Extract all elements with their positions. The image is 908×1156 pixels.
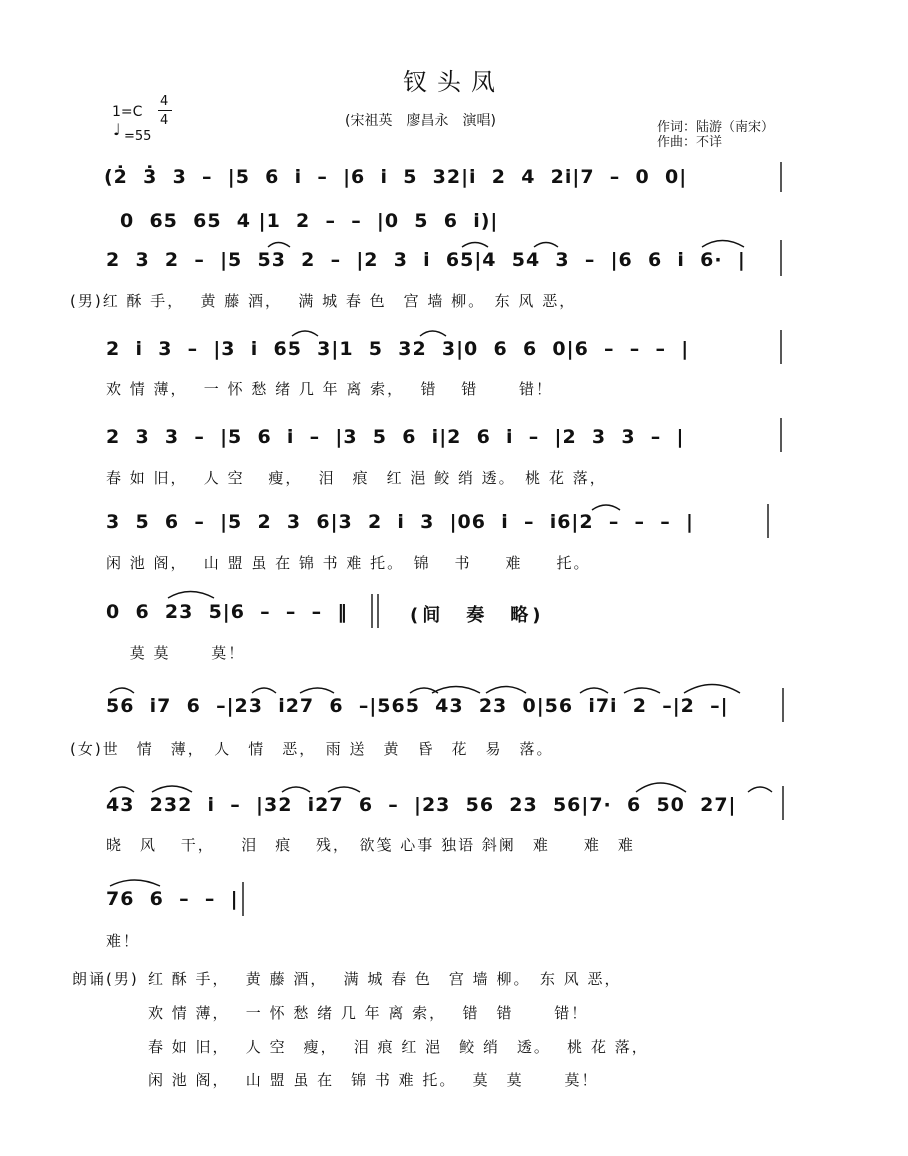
- time-signature-bottom: 4: [160, 113, 169, 128]
- slur: [420, 331, 446, 336]
- lyrics-line-8: (女)世 情 薄， 人 情 恶， 雨 送 黄 昏 花 易 落。: [70, 740, 554, 758]
- slur: [282, 787, 310, 792]
- slur: [534, 243, 558, 248]
- slur: [110, 688, 134, 693]
- lyrics-line-7: 莫 莫 莫！: [106, 644, 246, 662]
- score-line-1: (2̇ 3̇ 3 – |5 6 i – |6 i 5 32|i 2 4 2i|7 – 0 0|: [104, 166, 688, 188]
- slur: [432, 687, 480, 694]
- lyricist: 作词：陆游（南宋）: [657, 120, 775, 135]
- lyrics-line-9: 晓 风 干， 泪 痕 残， 欲笺 心事 独语 斜阑 难 难 难: [106, 836, 635, 854]
- lyrics-line-5: 春 如 旧， 人 空 瘦， 泪 痕 红 浥 鲛 绡 透。 桃 花 落，: [106, 469, 607, 487]
- slur: [268, 243, 290, 248]
- slur: [702, 241, 744, 248]
- tempo: =55: [124, 129, 152, 144]
- song-title: 钗头凤: [403, 68, 505, 96]
- slur: [580, 688, 608, 693]
- slur: [748, 787, 772, 792]
- slur: [328, 787, 360, 792]
- slur: [110, 787, 134, 792]
- slur: [252, 688, 276, 693]
- recitation-label: 朗诵(男): [72, 970, 139, 988]
- composer: 作曲：不详: [657, 135, 723, 150]
- slur: [636, 783, 686, 792]
- slur: [168, 592, 214, 599]
- slur: [592, 505, 620, 510]
- singers: (宋祖英 廖昌永 演唱): [345, 113, 496, 129]
- score-line-2: 0 65 65 4 |1 2 – – |0 5 6 i)|: [120, 210, 499, 232]
- score-line-4: 2 i 3 – |3 i 65 3|1 5 32 3|0 6 6 0|6 – – – |: [106, 338, 690, 360]
- score-line-9: 43 232 i – |32 i27 6 – |23 56 23 56|7· 6 50 27|: [106, 794, 737, 816]
- lyrics-line-10: 难！: [106, 932, 141, 950]
- lyrics-line-3: (男)红 酥 手， 黄 藤 酒， 满 城 春 色 宫 墙 柳。 东 风 恶，: [70, 292, 577, 310]
- interlude-note: (间 奏 略): [410, 605, 545, 626]
- score-line-3: 2 3 2 – |5 53 2 – |2 3 i 65|4 54 3 – |6 6 i 6· |: [106, 249, 746, 271]
- slur: [292, 331, 318, 336]
- slur: [152, 786, 192, 792]
- score-line-10: 76 6 – – |: [106, 888, 239, 910]
- lyrics-line-4: 欢 情 薄， 一 怀 愁 绪 几 年 离 索， 错 错 错！: [106, 380, 553, 398]
- slur: [486, 687, 526, 694]
- slur: [300, 688, 334, 693]
- score-line-6: 3 5 6 – |5 2 3 6|3 2 i 3 |06 i – i6|2 – – – |: [106, 511, 694, 533]
- recitation-line-2: 欢 情 薄， 一 怀 愁 绪 几 年 离 索， 错 错 错！: [148, 1004, 589, 1022]
- slur: [110, 880, 160, 886]
- score-line-8: 56 i7 6 –|23 i27 6 –|565 43 23 0|56 i7i 2 –|2 –|: [106, 695, 729, 717]
- score-line-5: 2 3 3 – |5 6 i – |3 5 6 i|2 6 i – |2 3 3 – |: [106, 426, 685, 448]
- recitation-line-3: 春 如 旧， 人 空 瘦， 泪 痕 红 浥 鲛 绡 透。 桃 花 落，: [148, 1038, 649, 1056]
- slur: [462, 243, 488, 248]
- score-line-7: 0 6 23 5|6 – – – ‖: [106, 601, 348, 623]
- time-signature-top: 4: [160, 94, 169, 109]
- slur: [624, 688, 660, 693]
- key-signature: 1=C: [112, 104, 143, 120]
- quarter-note-icon: ♩: [113, 120, 121, 139]
- recitation-line-4: 闲 池 阁， 山 盟 虽 在 锦 书 难 托。 莫 莫 莫！: [148, 1071, 599, 1089]
- slur: [684, 685, 740, 694]
- lyrics-line-6: 闲 池 阁， 山 盟 虽 在 锦 书 难 托。 锦 书 难 托。: [106, 554, 591, 572]
- recitation-line-1: 红 酥 手， 黄 藤 酒， 满 城 春 色 宫 墙 柳。 东 风 恶，: [148, 970, 622, 988]
